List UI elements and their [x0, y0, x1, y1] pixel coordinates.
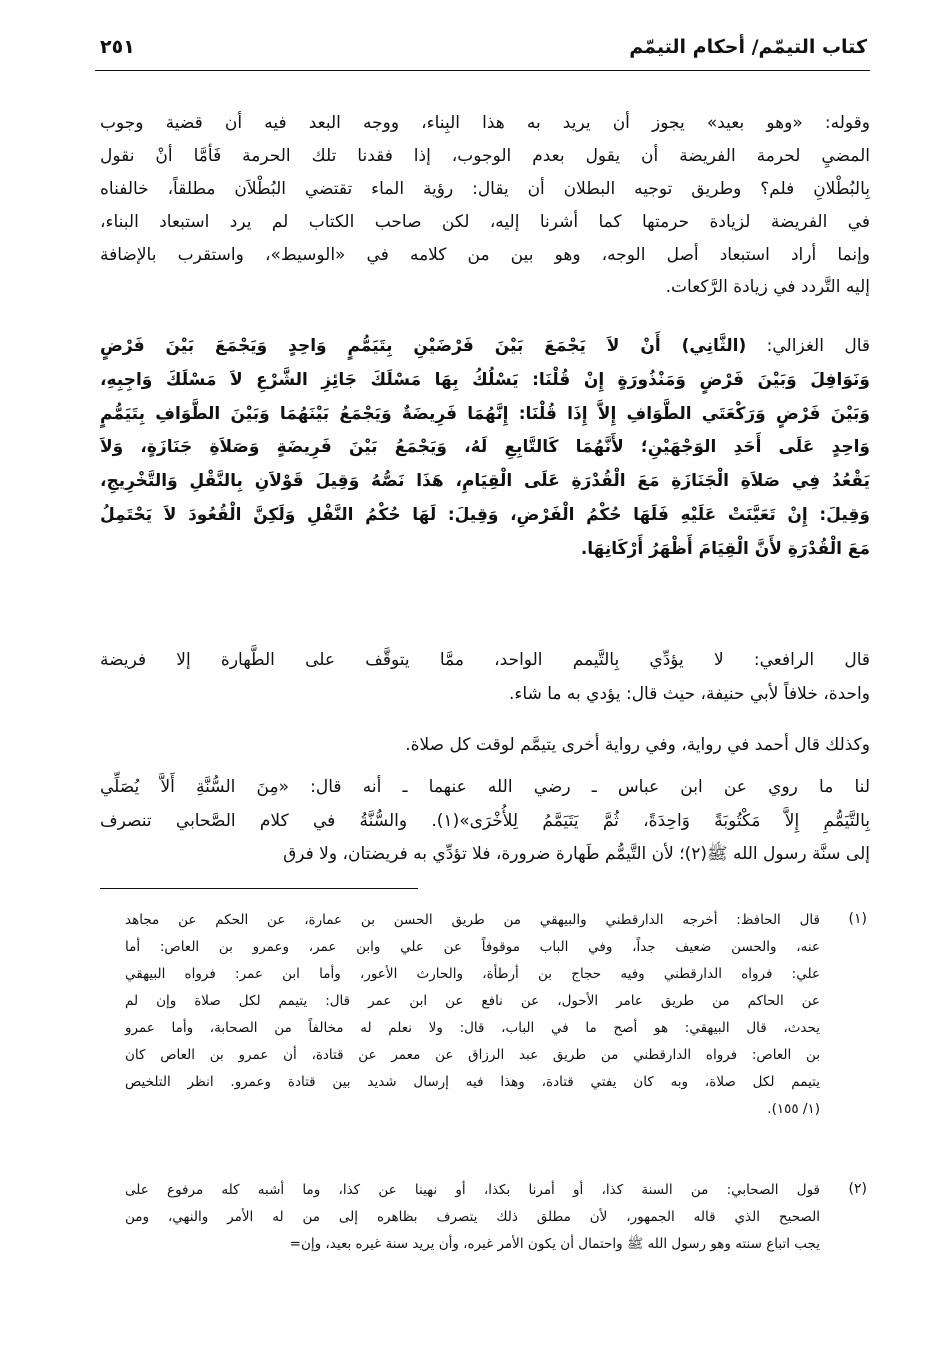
- paragraph-1-line: [100, 174, 870, 204]
- paragraph-3-line: [100, 645, 870, 675]
- speaker-label: قال الغزالي:: [746, 336, 870, 356]
- line-text: إلى سنَّة رسول الله ﷺ(٢)؛ لأن التَّيمُّم طَهارة ضرورة، فلا تؤدِّي به فريضتان، ولا فرق: [283, 844, 870, 864]
- footnote-separator: [100, 888, 418, 889]
- paragraph-1-line: [100, 207, 870, 237]
- paragraph-4-line: [100, 730, 870, 760]
- paragraph-1-line: [100, 141, 870, 171]
- line-text: وَقِيلَ: إِنْ تَعَيَّنَتْ عَلَيْهِ فَلَهَا حُكْمُ الْفَرْضِ، وَقِيلَ: لَهَا حُكْمُ النَّفْلِ وَلَكِنَّ الْقُعُودَ لاَ يَحْتَمِلُ: [100, 505, 870, 525]
- line-text: (الثَّانِي) أَنْ لاَ يَجْمَعَ بَيْنَ فَرْضَيْنِ بِتَيَمُّمٍ وَاحِدٍ وَيَجْمَعَ بَيْنَ فَرْضٍ: [100, 336, 747, 356]
- paragraph-5-line: [100, 806, 870, 836]
- footnote-1-line: قال الحافظ: أخرجه الدارقطني والبيهقي من طريق الحسن بن عمارة، عن الحكم عن مجاهد: [125, 912, 820, 928]
- line-text: يَقْعُدُ فِي صَلاَةِ الْجَنَازَةِ مَعَ الْقُدْرَةِ عَلَى الْقِيَامِ، هَذَا نَصُّهُ وَقِيلَ قَوْلاَنِ بِالنَّقْلِ وَالتَّخْرِيجِ،: [100, 471, 870, 491]
- footnote-number: (٢): [848, 1181, 867, 1197]
- paragraph-2-line: [100, 331, 870, 361]
- line-text: وإنما أراد استبعاد أصل الوجه، وهو بين من كلامه في «الوسيط»، واستقرب بالإضافة: [100, 245, 870, 265]
- footnote-1-line: عن الحاكم من طريق عامر الأحول، عن نافع عن ابن عمر قال: يتيمم لكل صلاة وإن لم: [125, 993, 820, 1009]
- line-text: مَعَ الْقُدْرَةِ لأَنَّ الْقِيَامَ أَظْهَرُ أَرْكَانِهَا.: [580, 539, 870, 559]
- page-number: ٢٥١: [100, 36, 135, 58]
- footnote-1-line: عنه، والحسن ضعيف جداً، وفي الباب موقوفاً عن علي وابن عمر، وعمرو بن العاص: أما: [125, 939, 820, 955]
- line-text: وكذلك قال أحمد في رواية، وفي رواية أخرى يتيمَّم لوقت كل صلاة.: [405, 735, 870, 755]
- line-text: لنا ما روي عن ابن عباس ـ رضي الله عنهما ـ أنه قال: «مِنَ السُّنَّةِ أَلاَّ يُصَلِّي: [100, 777, 870, 797]
- footnote-1-line: بن العاص: فرواه الدارقطني من طريق عبد الرزاق عن معمر عن قتادة، أن عمرو بن العاص كان: [125, 1047, 820, 1063]
- line-text: بِالتَّيَمُّمِ إِلاَّ مَكْتُوبَةً وَاحِدَةً، ثُمَّ يَتَيَمَّمُ لِلأُخْرَى»(١). والسُّنَّةُ في كلام الصَّحابي تنصرف: [100, 811, 870, 831]
- paragraph-2-line: [100, 466, 870, 496]
- line-text: قال الرافعي: لا يؤدِّي بِالتَّيمم الواحد، ممَّا يتوقَّف على الطَّهارة إلا فريضة: [100, 650, 870, 670]
- line-text: واحدة، خلافاً لأبي حنيفة، حيث قال: يؤدي به ما شاء.: [509, 684, 870, 704]
- line-text: وَنَوَافِلَ وَبَيْنَ فَرْضٍ وَمَنْذُورَةٍ إِنْ قُلْنَا: يَسْلُكُ بِهَا مَسْلَكَ جَائِزِ الشَّرْعِ لاَ مَسْلَكَ وَاجِبِهِ،: [100, 370, 870, 390]
- paragraph-5-line: [100, 772, 870, 802]
- line-text: بِالبُطْلانِ فلم؟ وطريق توجيه البطلان أن يقال: رؤية الماء تقتضي البُطْلاَن مطلقاً، خالفناه: [100, 179, 870, 199]
- footnote-1-line: علي: فرواه الدارقطني وفيه حجاج بن أرطأة، والحارث الأعور، وأما ابن عمر: فرواه البيهقي: [125, 966, 820, 982]
- footnote-2-line: الصحيح الذي قاله الجمهور، لأن مطلق ذلك يتصرف بظاهره إلى من له الأمر والنهي، ومن: [125, 1209, 820, 1225]
- line-text: وَاحِدٍ عَلَى أَحَدِ الوَجْهَيْنِ؛ لأَنَّهُمَا كَالتَّابِعِ لَهُ، وَيَجْمَعُ بَيْنَ فَرِيضَةٍ وَصَلاَةِ جَنَازَةٍ، وَلاَ: [100, 437, 870, 457]
- footnote-2-line: قول الصحابي: من السنة كذا، أو أمرنا بكذا، أو نهينا عن كذا، وما أشبه كله مرفوع على: [125, 1182, 820, 1198]
- paragraph-2-line: [100, 432, 870, 462]
- line-text: وَبَيْنَ فَرْضٍ وَرَكْعَتَي الطَّوَافِ إِلاَّ إِذَا قُلْنَا: إِنَّهُمَا فَرِيضَةٌ وَيَجْمَعُ بَيْنَهُمَا وَبَيْنَ الطَّوَافِ بِتَيَمُّمٍ: [100, 404, 870, 424]
- paragraph-1-line: [100, 108, 870, 138]
- paragraph-2-line: [100, 399, 870, 429]
- running-header-title: كتاب التيمّم/ أحكام التيمّم: [629, 36, 867, 58]
- line-text: المضيِ لحرمة الفريضة أن يقول بعدم الوجوب، إذا فقدنا تلك الحرمة فَأمَّا أنْ نقول: [100, 146, 870, 166]
- paragraph-2-line: [100, 534, 870, 564]
- header-rule: [95, 70, 870, 71]
- paragraph-1-line: [100, 240, 870, 270]
- line-text: وقوله: «وهو بعيد» يجوز أن يريد به هذا البِناء، ووجه البعد فيه أن قضية وجوب: [100, 113, 870, 133]
- line-text: في الفريضة لزيادة حرمتها كما أشرنا إليه، لكن صاحب الكتاب لم يرد استبعاد البناء،: [100, 212, 870, 232]
- line-text: إليه التَّردد في زيادة الرَّكعات.: [665, 277, 870, 297]
- footnote-2-line: يجب اتباع سنته وهو رسول الله ﷺ واحتمال أن يكون الأمر غيره، وأن يريد سنة غيره بعيد، وإن=: [289, 1236, 820, 1252]
- paragraph-2-line: [100, 500, 870, 530]
- footnote-number: (١): [848, 911, 867, 927]
- footnote-1-line: يتيمم لكل صلاة، وبه كان يفتي قتادة، وهذا فيه إرسال شديد بين قتادة وعمرو. انظر التلخيص: [125, 1074, 820, 1090]
- paragraph-1-line: [100, 272, 870, 302]
- footnote-1-line: (١/ ١٥٥).: [767, 1101, 820, 1117]
- paragraph-5-line: [100, 839, 870, 869]
- paragraph-3-line: [100, 679, 870, 709]
- paragraph-2-line: [100, 365, 870, 395]
- footnote-1-line: يحدث، قال البيهقي: هو أصح ما في الباب، قال: ولا نعلم له مخالفاً من الصحابة، وأما عمرو: [125, 1020, 820, 1036]
